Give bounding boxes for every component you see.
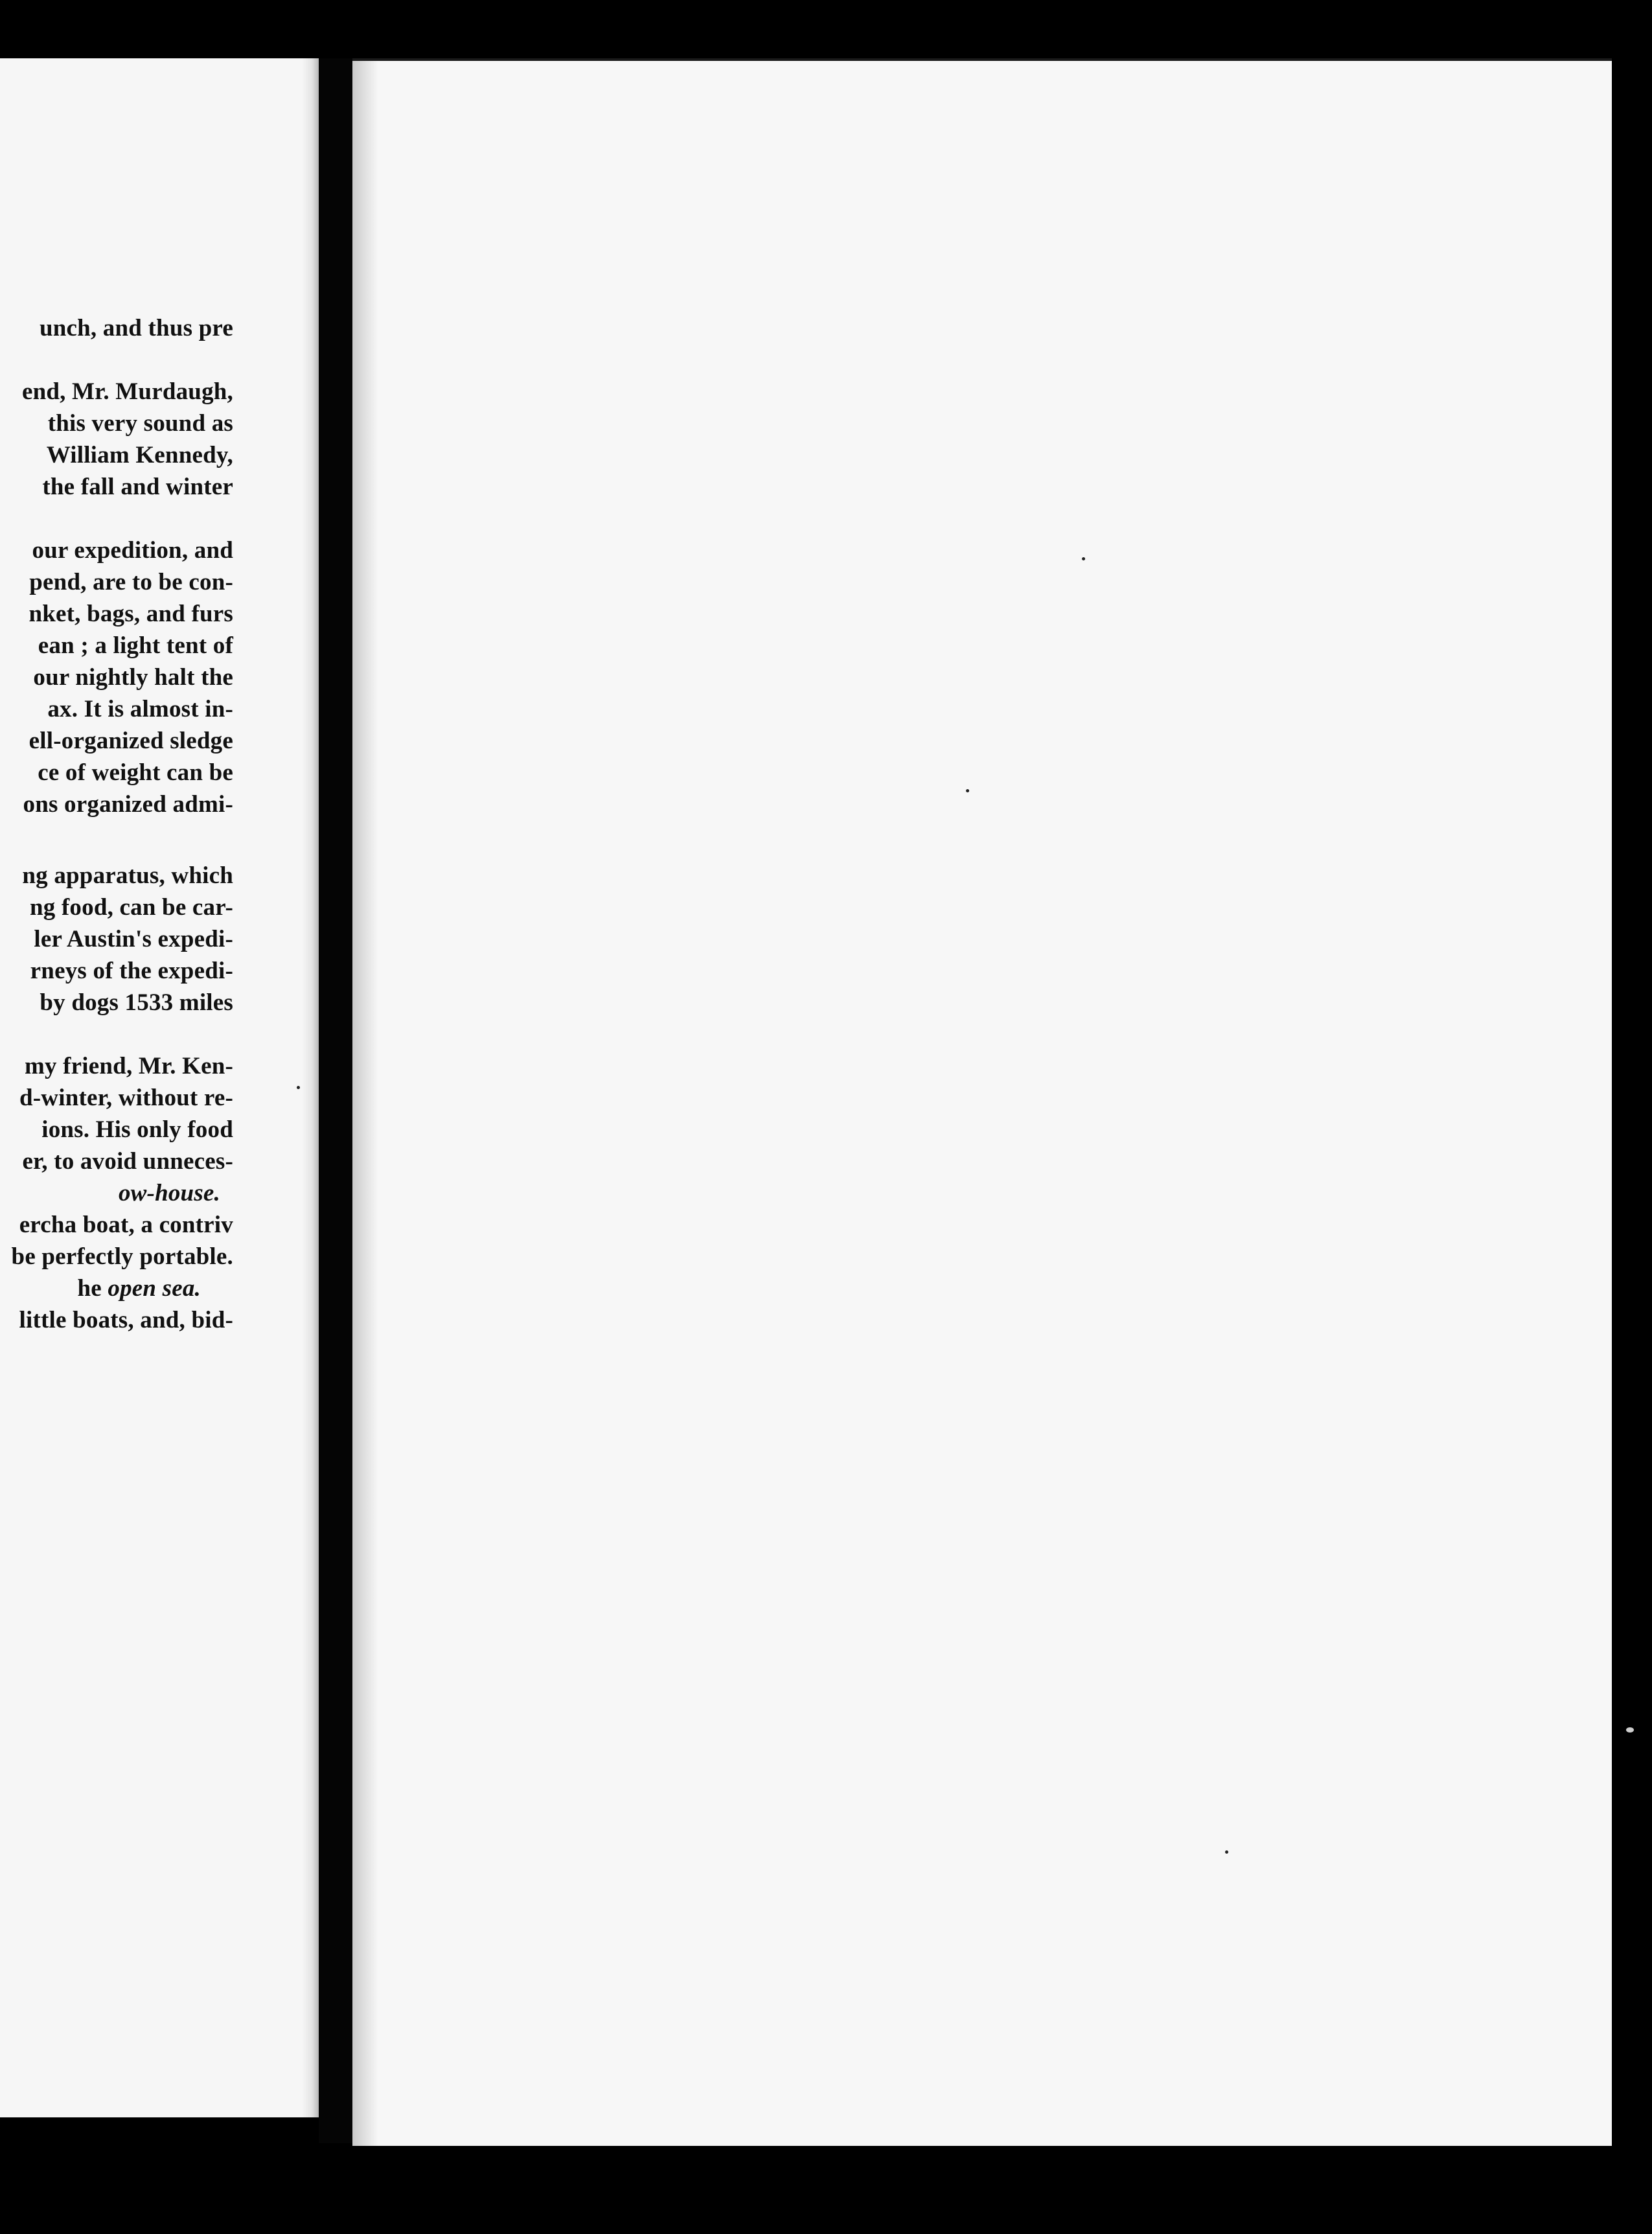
paper-speck xyxy=(1225,1850,1228,1854)
paper-speck xyxy=(1082,557,1085,560)
text-line: unch, and thus pre xyxy=(39,315,233,341)
page-edge-shadow xyxy=(302,58,319,2117)
paper-speck xyxy=(297,1086,300,1089)
text-line: d-winter, without re- xyxy=(19,1085,233,1111)
text-line: rneys of the expedi- xyxy=(30,958,233,984)
text-line: the fall and winter xyxy=(42,474,233,500)
text-line: by dogs 1533 miles xyxy=(40,989,233,1016)
text-line-italic xyxy=(78,1274,201,1302)
text-line: our expedition, and xyxy=(32,537,233,564)
italic-word: ow-house. xyxy=(118,1180,220,1206)
text-line: ions. His only food xyxy=(41,1116,233,1143)
text-line: be perfectly portable. xyxy=(11,1243,233,1270)
italic-word: open sea. xyxy=(108,1275,201,1302)
right-page-blank xyxy=(352,58,1612,2146)
text-line: ng food, can be car- xyxy=(29,894,233,921)
text-line: nket, bags, and furs xyxy=(29,601,233,627)
paper-speck xyxy=(966,789,969,792)
text-line: ell-organized sledge xyxy=(29,728,233,754)
text-line: ercha boat, a contriv xyxy=(19,1212,233,1238)
text-line: our nightly halt the xyxy=(33,664,233,691)
text-line: ler Austin's expedi- xyxy=(34,926,233,952)
text-line-italic xyxy=(119,1179,220,1207)
text-line: end, Mr. Murdaugh, xyxy=(21,378,233,405)
text-line: ax. It is almost in- xyxy=(47,696,233,722)
text-line: this very sound as xyxy=(47,410,233,437)
text-line: William Kennedy, xyxy=(46,442,233,468)
text-line: ean ; a light tent of xyxy=(38,632,233,659)
text-line: ons organized admi- xyxy=(23,791,233,818)
page-inner-shadow xyxy=(352,61,378,2146)
scan-artifact xyxy=(1626,1727,1634,1733)
left-page xyxy=(0,58,319,2117)
text-line: er, to avoid unneces- xyxy=(22,1148,233,1175)
book-gutter xyxy=(319,58,352,2143)
text-line: little boats, and, bid- xyxy=(19,1307,233,1333)
text-fragment: he xyxy=(77,1275,108,1302)
text-line: ce of weight can be xyxy=(38,759,233,786)
text-line: my friend, Mr. Ken- xyxy=(24,1053,233,1079)
text-line: pend, are to be con- xyxy=(29,569,233,595)
text-line: ng apparatus, which xyxy=(22,862,233,889)
